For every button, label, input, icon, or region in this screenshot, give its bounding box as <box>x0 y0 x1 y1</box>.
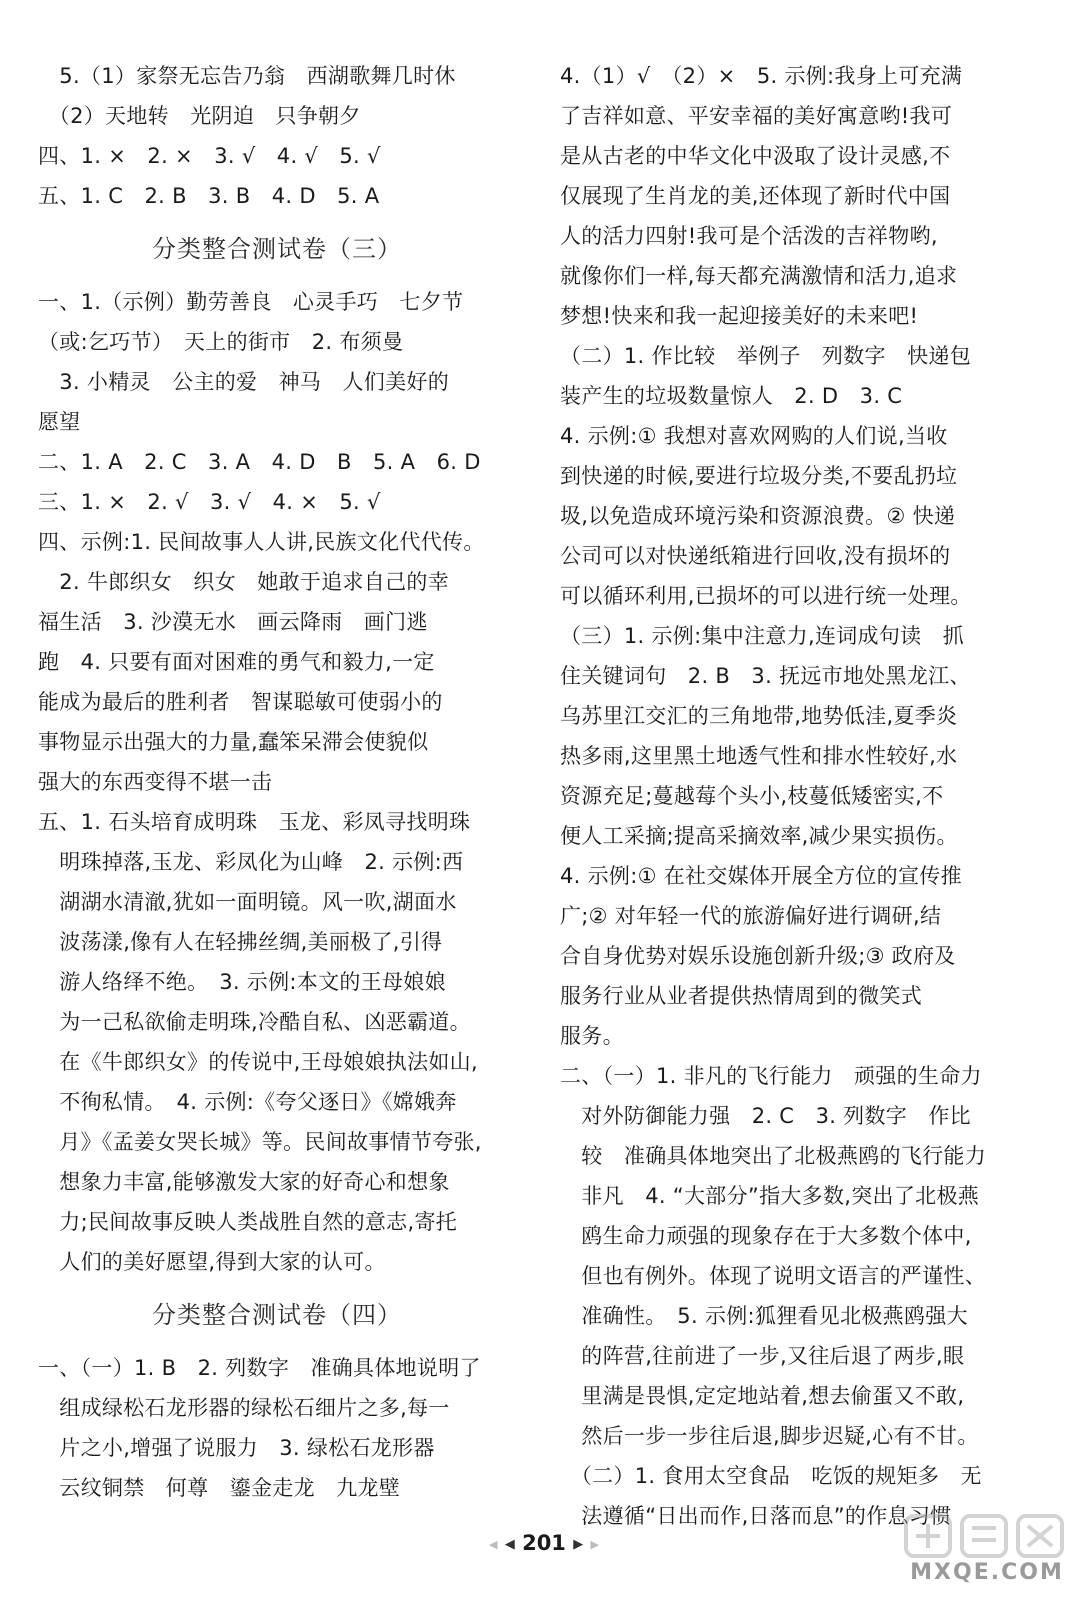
answer-line: 不徇私情。 4. 示例:《夸父逐日》《嫦娥奔 <box>38 1090 457 1114</box>
answer-line: 资源充足;蔓越莓个头小,枝蔓低矮密实,不 <box>560 784 944 808</box>
answer-line: 4.（1）√ （2）× 5. 示例:我身上可充满 <box>560 64 963 88</box>
page-number: 201 <box>522 1531 566 1555</box>
prev-light-arrow-icon: ◀ <box>488 1538 498 1551</box>
answer-line: 能成为最后的胜利者 智谋聪敏可使弱小的 <box>38 690 443 714</box>
answer-line: 乌苏里江交汇的三角地带,地势低洼,夏季炎 <box>560 704 958 728</box>
section-heading: 分类整合测试卷（四） <box>152 1301 402 1329</box>
right-column <box>560 56 1058 1536</box>
answer-line: 强大的东西变得不堪一击 <box>38 770 273 794</box>
answer-line: 五、1. 石头培育成明珠 玉龙、彩凤寻找明珠 <box>38 810 471 834</box>
answer-line: 波荡漾,像有人在轻拂丝绸,美丽极了,引得 <box>38 930 443 954</box>
answer-line: 愿望 <box>38 410 81 434</box>
answer-line: 湖湖水清澈,犹如一面明镜。风一吹,湖面水 <box>38 890 457 914</box>
answer-line: 二、1. A 2. C 3. A 4. D B 5. A 6. D <box>38 450 481 474</box>
answer-line: 事物显示出强大的力量,蠢笨呆滞会使貌似 <box>38 730 429 754</box>
answer-line: 服务行业从业者提供热情周到的微笑式 <box>560 984 923 1008</box>
answer-line: （或:乞巧节） 天上的街市 2. 布须曼 <box>38 330 404 354</box>
next-arrow-icon: ▶ <box>573 1537 584 1552</box>
answer-line: 圾,以免造成环境污染和资源浪费。② 快递 <box>560 504 956 528</box>
answer-line: 4. 示例:① 在社交媒体开展全方位的宣传推 <box>560 864 962 888</box>
answer-line: 二、（一）1. 非凡的飞行能力 顽强的生命力 <box>560 1064 982 1088</box>
answer-line: 五、1. C 2. B 3. B 4. D 5. A <box>38 184 380 208</box>
answer-line: 热多雨,这里黑土地透气性和排水性较好,水 <box>560 744 958 768</box>
answer-line: 3. 小精灵 公主的爱 神马 人们美好的 <box>38 370 450 394</box>
answer-line: 人的活力四射!我可是个活泼的吉祥物哟, <box>560 224 938 248</box>
answer-line: 仅展现了生肖龙的美,还体现了新时代中国 <box>560 184 951 208</box>
next-light-arrow-icon: ▶ <box>590 1538 600 1551</box>
answer-line: 的阵营,往前进了一步,又往后退了两步,眼 <box>560 1344 965 1368</box>
answer-line: 鸥生命力顽强的现象存在于大多数个体中, <box>560 1224 972 1248</box>
answer-line: 服务。 <box>560 1024 624 1048</box>
answer-line: 为一己私欲偷走明珠,冷酷自私、凶恶霸道。 <box>38 1010 471 1034</box>
answer-line: 一、（一）1. B 2. 列数字 准确具体地说明了 <box>38 1356 481 1380</box>
answer-line: 非凡 4. “大部分”指大多数,突出了北极燕 <box>560 1184 980 1208</box>
answer-line: 明珠掉落,玉龙、彩凤化为山峰 2. 示例:西 <box>38 850 464 874</box>
answer-line: 四、示例:1. 民间故事人人讲,民族文化代代传。 <box>38 530 485 554</box>
answer-line: 可以循环利用,已损坏的可以进行统一处理。 <box>560 584 972 608</box>
answer-line: 合自身优势对娱乐设施创新升级;③ 政府及 <box>560 944 956 968</box>
answer-line: 力;民间故事反映人类战胜自然的意志,寄托 <box>38 1210 458 1234</box>
answer-line: 但也有例外。体现了说明文语言的严谨性、 <box>560 1264 986 1288</box>
answer-line: 法遵循“日出而作,日落而息”的作息习惯 <box>560 1504 952 1528</box>
answer-line: 组成绿松石龙形器的绿松石细片之多,每一 <box>38 1396 450 1420</box>
answer-line: 一、1.（示例）勤劳善良 心灵手巧 七夕节 <box>38 290 464 314</box>
answer-line: 住关键词句 2. B 3. 抚远市地处黑龙江、 <box>560 664 971 688</box>
answer-line: （三）1. 示例:集中注意力,连词成句读 抓 <box>560 624 965 648</box>
answer-line: 然后一步一步往后退,脚步迟疑,心有不甘。 <box>560 1424 979 1448</box>
watermark-text: MXQE.COM <box>910 1560 1064 1585</box>
answer-line: 云纹铜禁 何尊 鎏金走龙 九龙壁 <box>38 1476 401 1500</box>
answer-line: 月》《孟姜女哭长城》等。民间故事情节夸张, <box>38 1130 482 1154</box>
answer-line: 便人工采摘;提高采摘效率,减少果实损伤。 <box>560 824 958 848</box>
answer-line: 准确性。 5. 示例:狐狸看见北极燕鸥强大 <box>560 1304 968 1328</box>
left-column <box>38 56 516 1508</box>
answer-line: 在《牛郎织女》的传说中,王母娘娘执法如山, <box>38 1050 478 1074</box>
answer-line: 四、1. × 2. × 3. √ 4. √ 5. √ <box>38 144 381 168</box>
answer-line: 公司可以对快递纸箱进行回收,没有损坏的 <box>560 544 951 568</box>
answer-line: 对外防御能力强 2. C 3. 列数字 作比 <box>560 1104 971 1128</box>
answer-line: 是从古老的中华文化中汲取了设计灵感,不 <box>560 144 951 168</box>
prev-arrow-icon: ◀ <box>504 1537 515 1552</box>
answer-line: 跑 4. 只要有面对困难的勇气和毅力,一定 <box>38 650 435 674</box>
answer-line: 三、1. × 2. √ 3. √ 4. × 5. √ <box>38 490 381 514</box>
answer-line: 广;② 对年轻一代的旅游偏好进行调研,结 <box>560 904 942 928</box>
answer-line: 游人络绎不绝。 3. 示例:本文的王母娘娘 <box>38 970 446 994</box>
answer-line: 里满是畏惧,定定地站着,想去偷蛋又不敢, <box>560 1384 965 1408</box>
answer-line: 福生活 3. 沙漠无水 画云降雨 画门逃 <box>38 610 428 634</box>
answer-line: 梦想!快来和我一起迎接美好的未来吧! <box>560 304 919 328</box>
answer-line: 到快递的时候,要进行垃圾分类,不要乱扔垃 <box>560 464 958 488</box>
answer-line: 较 准确具体地突出了北极燕鸥的飞行能力 <box>560 1144 986 1168</box>
answer-line: 装产生的垃圾数量惊人 2. D 3. C <box>560 384 903 408</box>
answer-line: 4. 示例:① 我想对喜欢网购的人们说,当收 <box>560 424 948 448</box>
answer-line: （2）天地转 光阴迫 只争朝夕 <box>38 104 361 128</box>
section-heading: 分类整合测试卷（三） <box>152 235 402 263</box>
answer-line: （二）1. 食用太空食品 吃饭的规矩多 无 <box>560 1464 982 1488</box>
answer-line: 2. 牛郎织女 织女 她敢于追求自己的幸 <box>38 570 450 594</box>
answer-line: 了吉祥如意、平安幸福的美好寓意哟!我可 <box>560 104 953 128</box>
answer-line: 人们的美好愿望,得到大家的认可。 <box>38 1250 386 1274</box>
answer-line: 想象力丰富,能够激发大家的好奇心和想象 <box>38 1170 450 1194</box>
answer-line: （二）1. 作比较 举例子 列数字 快递包 <box>560 344 972 368</box>
answer-line: 片之小,增强了说服力 3. 绿松石龙形器 <box>38 1436 435 1460</box>
answer-line: 5.（1）家祭无忘告乃翁 西湖歌舞几时休 <box>38 64 456 88</box>
answer-line: 就像你们一样,每天都充满激情和活力,追求 <box>560 264 958 288</box>
